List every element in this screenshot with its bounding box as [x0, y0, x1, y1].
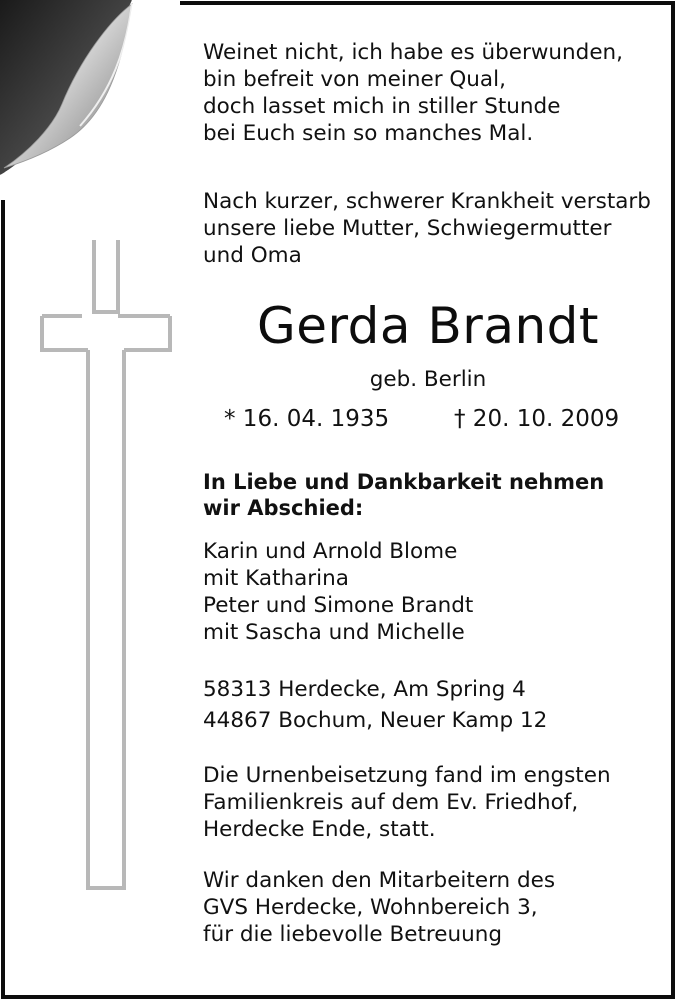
death-date: † 20. 10. 2009 — [454, 406, 620, 432]
address-line: 58313 Herdecke, Am Spring 4 — [203, 677, 526, 702]
death-announcement: Nach kurzer, schwerer Krankheit verstarb unsere liebe Mutter, Schwiegermutter und Oma — [203, 189, 651, 268]
burial-note: Die Urnenbeisetzung fand im engsten Familienkreis auf dem Ev. Friedhof, Herdecke Ende, statt. — [203, 763, 611, 842]
deceased-name: Gerda Brandt — [257, 297, 599, 355]
memorial-verse: Weinet nicht, ich habe es überwunden, bin befreit von meiner Qual, doch lasset mich in stiller Stunde bei Euch sein so manches Mal. — [203, 40, 624, 146]
farewell-heading: In Liebe und Dankbarkeit nehmen wir Abschied: — [203, 470, 605, 520]
maiden-name: geb. Berlin — [369, 367, 487, 392]
cross-icon — [38, 238, 178, 898]
mourners-list: Karin und Arnold Blome mit Katharina Peter und Simone Brandt mit Sascha und Michelle — [203, 539, 474, 645]
page-curl-icon — [0, 0, 180, 200]
thanks-note: Wir danken den Mitarbeitern des GVS Herdecke, Wohnbereich 3, für die liebevolle Betreuung — [203, 868, 556, 947]
birth-date: * 16. 04. 1935 — [224, 406, 390, 432]
address-line: 44867 Bochum, Neuer Kamp 12 — [203, 708, 548, 733]
